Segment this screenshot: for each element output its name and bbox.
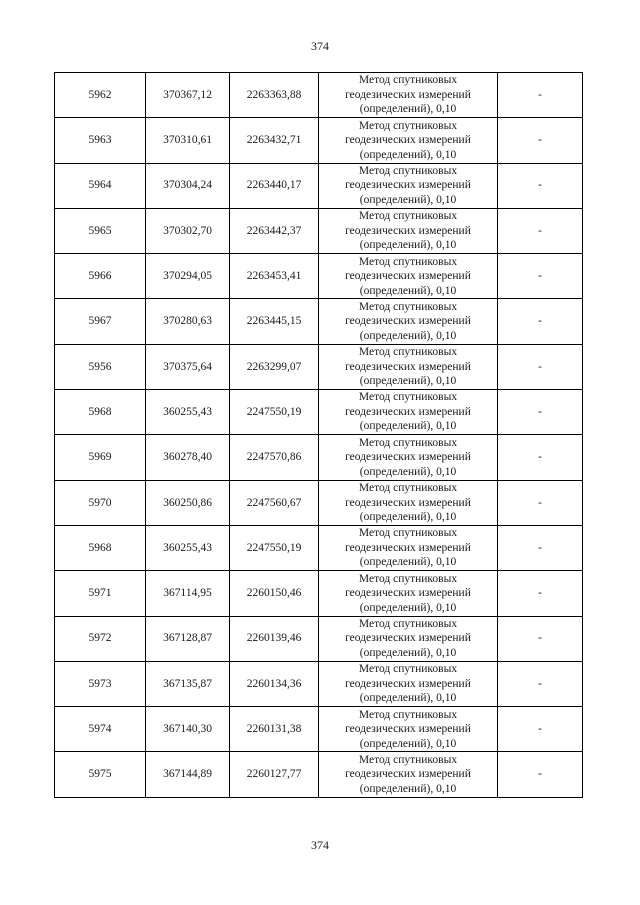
method-text-line: (определений), 0,10 xyxy=(359,103,457,116)
coordinate-y-cell: 2263440,17 xyxy=(230,163,319,208)
method-text-line: (определений), 0,10 xyxy=(359,284,457,297)
note-cell: - xyxy=(498,163,583,208)
method-cell xyxy=(319,163,498,208)
table-row xyxy=(55,299,583,344)
method-cell xyxy=(319,299,498,344)
method-text-line: Метод спутниковых xyxy=(358,572,458,585)
coordinate-x-cell: 360255,43 xyxy=(146,390,230,435)
table-row xyxy=(55,707,583,752)
table-row xyxy=(55,163,583,208)
coordinate-y-cell: 2263299,07 xyxy=(230,344,319,389)
coordinate-y-cell: 2260139,46 xyxy=(230,616,319,661)
table-row xyxy=(55,73,583,118)
coordinate-y-cell: 2263432,71 xyxy=(230,118,319,163)
method-text-line: Метод спутниковых xyxy=(358,164,458,177)
method-text-line: геодезических измерений xyxy=(345,88,471,101)
note-cell: - xyxy=(498,208,583,253)
method-text-line: (определений), 0,10 xyxy=(359,329,457,342)
coordinate-y-cell: 2260150,46 xyxy=(230,571,319,616)
method-cell xyxy=(319,254,498,299)
point-number-cell: 5972 xyxy=(55,616,146,661)
point-number-cell: 5962 xyxy=(55,73,146,118)
note-cell: - xyxy=(498,344,583,389)
method-text-line: (определений), 0,10 xyxy=(359,148,457,161)
note-cell: - xyxy=(498,299,583,344)
point-number-cell: 5974 xyxy=(55,707,146,752)
note-cell: - xyxy=(498,254,583,299)
note-cell: - xyxy=(498,73,583,118)
coordinate-y-cell: 2260127,77 xyxy=(230,752,319,797)
method-text-line: геодезических измерений xyxy=(345,360,471,373)
point-number-cell: 5970 xyxy=(55,480,146,525)
method-text-line: (определений), 0,10 xyxy=(359,556,457,569)
table-row xyxy=(55,208,583,253)
method-text-line: Метод спутниковых xyxy=(358,753,458,766)
table-row xyxy=(55,661,583,706)
table-row xyxy=(55,254,583,299)
coordinate-x-cell: 367144,89 xyxy=(146,752,230,797)
method-cell xyxy=(319,707,498,752)
note-cell: - xyxy=(498,480,583,525)
table-row xyxy=(55,752,583,797)
method-text-line: Метод спутниковых xyxy=(358,391,458,404)
table-row xyxy=(55,525,583,570)
coordinate-x-cell: 370302,70 xyxy=(146,208,230,253)
point-number-cell: 5963 xyxy=(55,118,146,163)
method-text-line: геодезических измерений xyxy=(345,632,471,645)
note-cell: - xyxy=(498,435,583,480)
method-text-line: Метод спутниковых xyxy=(358,708,458,721)
method-cell xyxy=(319,480,498,525)
note-cell: - xyxy=(498,571,583,616)
method-text-line: Метод спутниковых xyxy=(358,617,458,630)
point-number-cell: 5965 xyxy=(55,208,146,253)
page-number-bottom: 374 xyxy=(311,838,329,852)
method-text-line: Метод спутниковых xyxy=(358,527,458,540)
method-text-line: геодезических измерений xyxy=(345,451,471,464)
method-text-line: геодезических измерений xyxy=(345,677,471,690)
method-text-line: (определений), 0,10 xyxy=(359,239,457,252)
method-text-line: геодезических измерений xyxy=(345,270,471,283)
coordinates-table-body xyxy=(55,73,583,798)
coordinate-x-cell: 370294,05 xyxy=(146,254,230,299)
note-cell: - xyxy=(498,752,583,797)
coordinate-y-cell: 2260131,38 xyxy=(230,707,319,752)
method-text-line: Метод спутниковых xyxy=(358,482,458,495)
coordinate-x-cell: 367114,95 xyxy=(146,571,230,616)
method-text-line: Метод спутниковых xyxy=(358,74,458,87)
method-cell xyxy=(319,525,498,570)
table-row xyxy=(55,118,583,163)
coordinate-x-cell: 360278,40 xyxy=(146,435,230,480)
method-cell xyxy=(319,208,498,253)
method-text-line: Метод спутниковых xyxy=(358,255,458,268)
point-number-cell: 5975 xyxy=(55,752,146,797)
coordinate-y-cell: 2263363,88 xyxy=(230,73,319,118)
method-text-line: геодезических измерений xyxy=(345,405,471,418)
coordinate-y-cell: 2247560,67 xyxy=(230,480,319,525)
method-text-line: геодезических измерений xyxy=(345,179,471,192)
method-text-line: (определений), 0,10 xyxy=(359,511,457,524)
method-cell xyxy=(319,344,498,389)
method-text-line: (определений), 0,10 xyxy=(359,465,457,478)
coordinate-x-cell: 370310,61 xyxy=(146,118,230,163)
method-cell xyxy=(319,752,498,797)
point-number-cell: 5973 xyxy=(55,661,146,706)
note-cell: - xyxy=(498,661,583,706)
coordinate-y-cell: 2263445,15 xyxy=(230,299,319,344)
point-number-cell: 5967 xyxy=(55,299,146,344)
method-text-line: Метод спутниковых xyxy=(358,436,458,449)
method-text-line: геодезических измерений xyxy=(345,496,471,509)
coordinate-x-cell: 370304,24 xyxy=(146,163,230,208)
note-cell: - xyxy=(498,390,583,435)
method-text-line: геодезических измерений xyxy=(345,224,471,237)
coordinate-y-cell: 2247550,19 xyxy=(230,390,319,435)
point-number-cell: 5964 xyxy=(55,163,146,208)
method-text-line: геодезических измерений xyxy=(345,723,471,736)
point-number-cell: 5966 xyxy=(55,254,146,299)
note-cell: - xyxy=(498,525,583,570)
coordinate-x-cell: 367135,87 xyxy=(146,661,230,706)
method-text-line: (определений), 0,10 xyxy=(359,782,457,795)
coordinate-x-cell: 370280,63 xyxy=(146,299,230,344)
method-text-line: (определений), 0,10 xyxy=(359,646,457,659)
coordinate-y-cell: 2247550,19 xyxy=(230,525,319,570)
method-text-line: (определений), 0,10 xyxy=(359,375,457,388)
method-text-line: геодезических измерений xyxy=(345,541,471,554)
method-text-line: Метод спутниковых xyxy=(358,119,458,132)
method-cell xyxy=(319,571,498,616)
coordinate-y-cell: 2247570,86 xyxy=(230,435,319,480)
coordinate-x-cell: 367128,87 xyxy=(146,616,230,661)
method-cell xyxy=(319,390,498,435)
method-text-line: Метод спутниковых xyxy=(358,663,458,676)
method-text-line: Метод спутниковых xyxy=(358,346,458,359)
method-text-line: Метод спутниковых xyxy=(358,300,458,313)
table-row xyxy=(55,571,583,616)
method-text-line: геодезических измерений xyxy=(345,315,471,328)
page-number-top: 374 xyxy=(311,39,329,53)
method-cell xyxy=(319,435,498,480)
coordinate-x-cell: 370367,12 xyxy=(146,73,230,118)
method-text-line: (определений), 0,10 xyxy=(359,737,457,750)
method-text-line: Метод спутниковых xyxy=(358,210,458,223)
method-cell xyxy=(319,118,498,163)
method-cell xyxy=(319,661,498,706)
method-cell xyxy=(319,616,498,661)
coordinate-x-cell: 360250,86 xyxy=(146,480,230,525)
table-row xyxy=(55,390,583,435)
point-number-cell: 5968 xyxy=(55,525,146,570)
coordinate-x-cell: 360255,43 xyxy=(146,525,230,570)
table-row xyxy=(55,616,583,661)
method-text-line: (определений), 0,10 xyxy=(359,420,457,433)
coordinates-table xyxy=(54,72,583,798)
method-cell xyxy=(319,73,498,118)
coordinate-x-cell: 370375,64 xyxy=(146,344,230,389)
table-row xyxy=(55,480,583,525)
note-cell: - xyxy=(498,707,583,752)
method-text-line: (определений), 0,10 xyxy=(359,601,457,614)
table-row xyxy=(55,344,583,389)
point-number-cell: 5968 xyxy=(55,390,146,435)
method-text-line: (определений), 0,10 xyxy=(359,193,457,206)
method-text-line: геодезических измерений xyxy=(345,134,471,147)
point-number-cell: 5971 xyxy=(55,571,146,616)
coordinate-y-cell: 2260134,36 xyxy=(230,661,319,706)
point-number-cell: 5969 xyxy=(55,435,146,480)
note-cell: - xyxy=(498,616,583,661)
point-number-cell: 5956 xyxy=(55,344,146,389)
coordinate-y-cell: 2263453,41 xyxy=(230,254,319,299)
coordinate-x-cell: 367140,30 xyxy=(146,707,230,752)
method-text-line: геодезических измерений xyxy=(345,587,471,600)
method-text-line: (определений), 0,10 xyxy=(359,692,457,705)
method-text-line: геодезических измерений xyxy=(345,768,471,781)
note-cell: - xyxy=(498,118,583,163)
table-row xyxy=(55,435,583,480)
coordinate-y-cell: 2263442,37 xyxy=(230,208,319,253)
